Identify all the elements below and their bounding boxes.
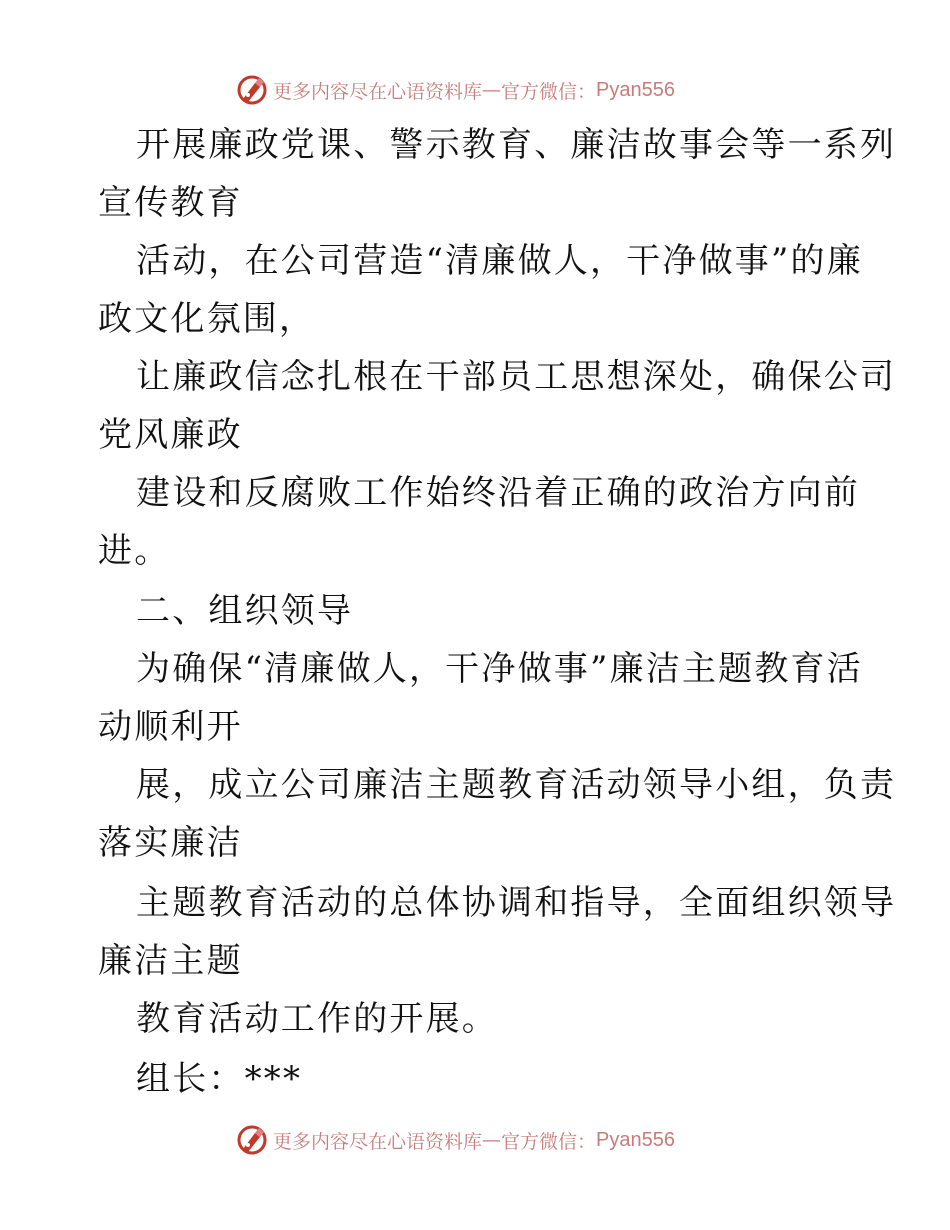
text-line: 教育活动工作的开展。 — [136, 999, 498, 1039]
section-heading: 二、组织领导 — [136, 591, 354, 631]
text-line: 活动，在公司营造“清廉做人，干净做事”的廉 — [136, 241, 863, 281]
text-line: 让廉政信念扎根在干部员工思想深处，确保公司 — [136, 357, 897, 397]
banner-dash: — — [482, 79, 502, 101]
banner-dash: — — [482, 1129, 502, 1151]
promo-text: 更多内容尽在心语资料库 — [273, 80, 483, 103]
text-line: 政文化氛围， — [98, 299, 316, 339]
text-line: 主题教育活动的总体协调和指导，全面组织领导 — [136, 883, 897, 923]
text-line: 进。 — [98, 531, 171, 571]
header-watermark-banner — [235, 72, 715, 108]
text-line: 宣传教育 — [98, 183, 243, 223]
wechat-id: Pyan556 — [596, 78, 675, 101]
group-leader-line: 组长：*** — [136, 1059, 303, 1099]
text-line: 动顺利开 — [98, 707, 243, 747]
text-line: 落实廉洁 — [98, 823, 243, 863]
wechat-id: Pyan556 — [596, 1128, 675, 1151]
pen-logo-icon — [235, 73, 269, 107]
pen-logo-icon — [235, 1123, 269, 1157]
text-line: 廉洁主题 — [98, 941, 243, 981]
text-line: 开展廉政党课、警示教育、廉洁故事会等一系列 — [136, 125, 897, 165]
text-line: 为确保“清廉做人，干净做事”廉洁主题教育活 — [136, 649, 863, 689]
text-line: 建设和反腐败工作始终沿着正确的政治方向前 — [136, 473, 860, 513]
text-line: 展，成立公司廉洁主题教育活动领导小组，负责 — [136, 765, 897, 805]
text-line: 党风廉政 — [98, 415, 243, 455]
footer-watermark-banner — [235, 1122, 715, 1158]
promo-text: 更多内容尽在心语资料库 — [273, 1130, 483, 1153]
wechat-label: 官方微信： — [501, 1130, 597, 1153]
wechat-label: 官方微信： — [501, 80, 597, 103]
